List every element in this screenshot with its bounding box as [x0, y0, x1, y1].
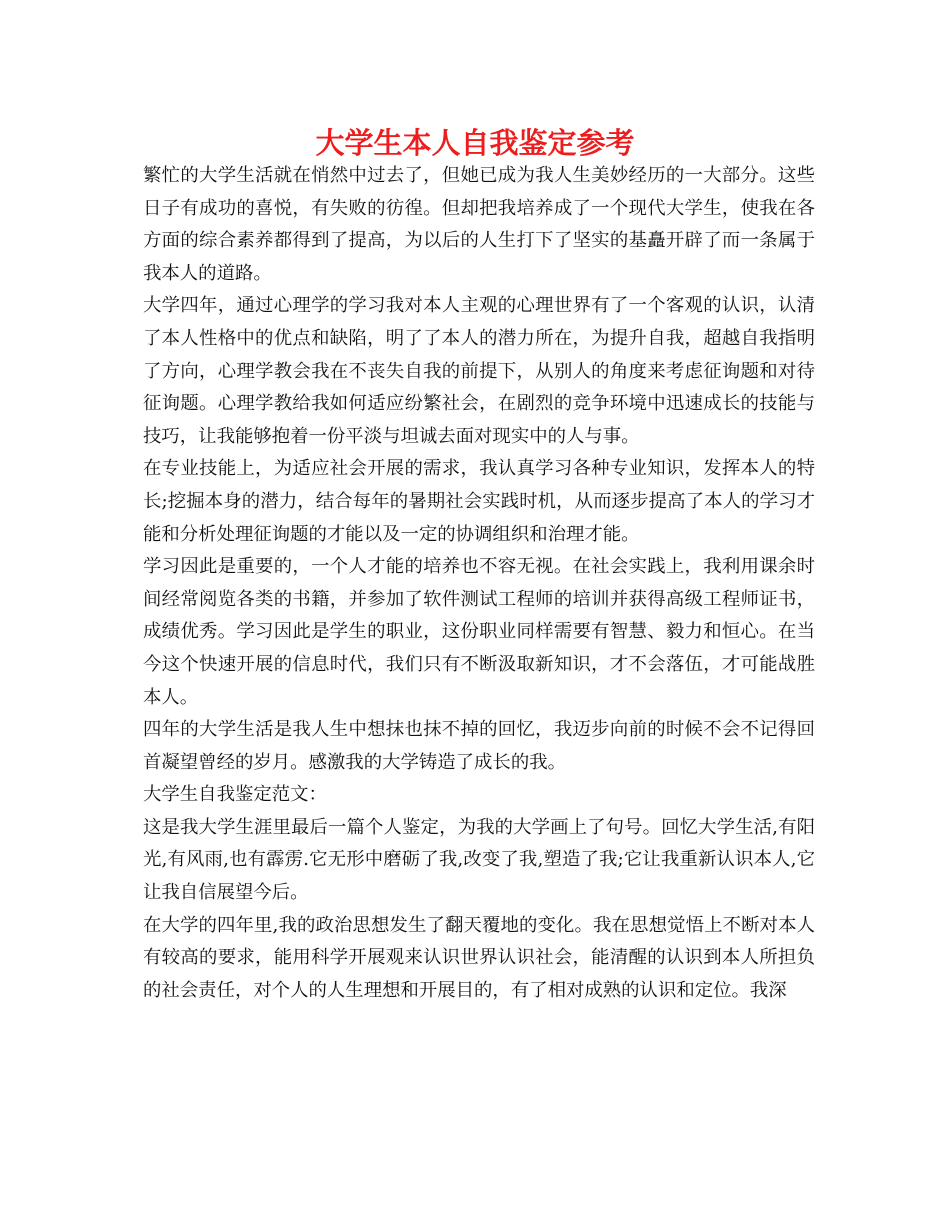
- paragraph-5: 四年的大学生活是我人生中想抹也抹不掉的回忆，我迈步向前的时候不会不记得回首凝望曾经的岁月。感激我的大学铸造了成长的我。: [143, 719, 815, 773]
- document-body: [143, 160, 815, 1007]
- section-heading-sample: 大学生自我鉴定范文：: [143, 784, 327, 806]
- paragraph-7: 在大学的四年里,我的政治思想发生了翻天覆地的变化。我在思想觉悟上不断对本人有较高的要求，能用科学开展观来认识世界认识社会，能清醒的认识到本人所担负的社会责任，对个人的人生理想和开展目的，有了相对成熟的认识和定位。我深: [143, 914, 815, 1001]
- paragraph-1: 繁忙的大学生活就在悄然中过去了，但她已成为我人生美妙经历的一大部分。这些日子有成功的喜悦，有失败的彷徨。但却把我培养成了一个现代大学生，使我在各方面的综合素养都得到了提高，为以后的人生打下了坚实的基矗开辟了而一条属于我本人的道路。: [143, 165, 815, 284]
- paragraph-4: 学习因此是重要的，一个人才能的培养也不容无视。在社会实践上，我利用课余时间经常阅览各类的书籍，并参加了软件测试工程师的培训并获得高级工程师证书，成绩优秀。学习因此是学生的职业，这份职业同样需要有智慧、毅力和恒心。在当今这个快速开展的信息时代，我们只有不断汲取新知识，才不会落伍，才可能战胜本人。: [143, 556, 815, 708]
- paragraph-6: 这是我大学生涯里最后一篇个人鉴定，为我的大学画上了句号。回忆大学生活,有阳光,有风雨,也有霹雳.它无形中磨砺了我,改变了我,塑造了我;它让我重新认识本人,它让我自信展望今后。: [143, 816, 815, 904]
- paragraph-3: 在专业技能上，为适应社会开展的需求，我认真学习各种专业知识，发挥本人的特长;挖掘本身的潜力，结合每年的暑期社会实践时机，从而逐步提高了本人的学习才能和分析处理征询题的才能以及一定的协调组织和治理才能。: [143, 458, 815, 545]
- paragraph-2: 大学四年，通过心理学的学习我对本人主观的心理世界有了一个客观的认识，认清了本人性格中的优点和缺陷，明了了本人的潜力所在，为提升自我，超越自我指明了方向，心理学教会我在不丧失自我的前提下，从别人的角度来考虑征询题和对待征询题。心理学教给我如何适应纷繁社会，在剧烈的竞争环境中迅速成长的技能与技巧，让我能够抱着一份平淡与坦诚去面对现实中的人与事。: [143, 295, 815, 447]
- document-title: 大学生本人自我鉴定参考: [315, 126, 635, 160]
